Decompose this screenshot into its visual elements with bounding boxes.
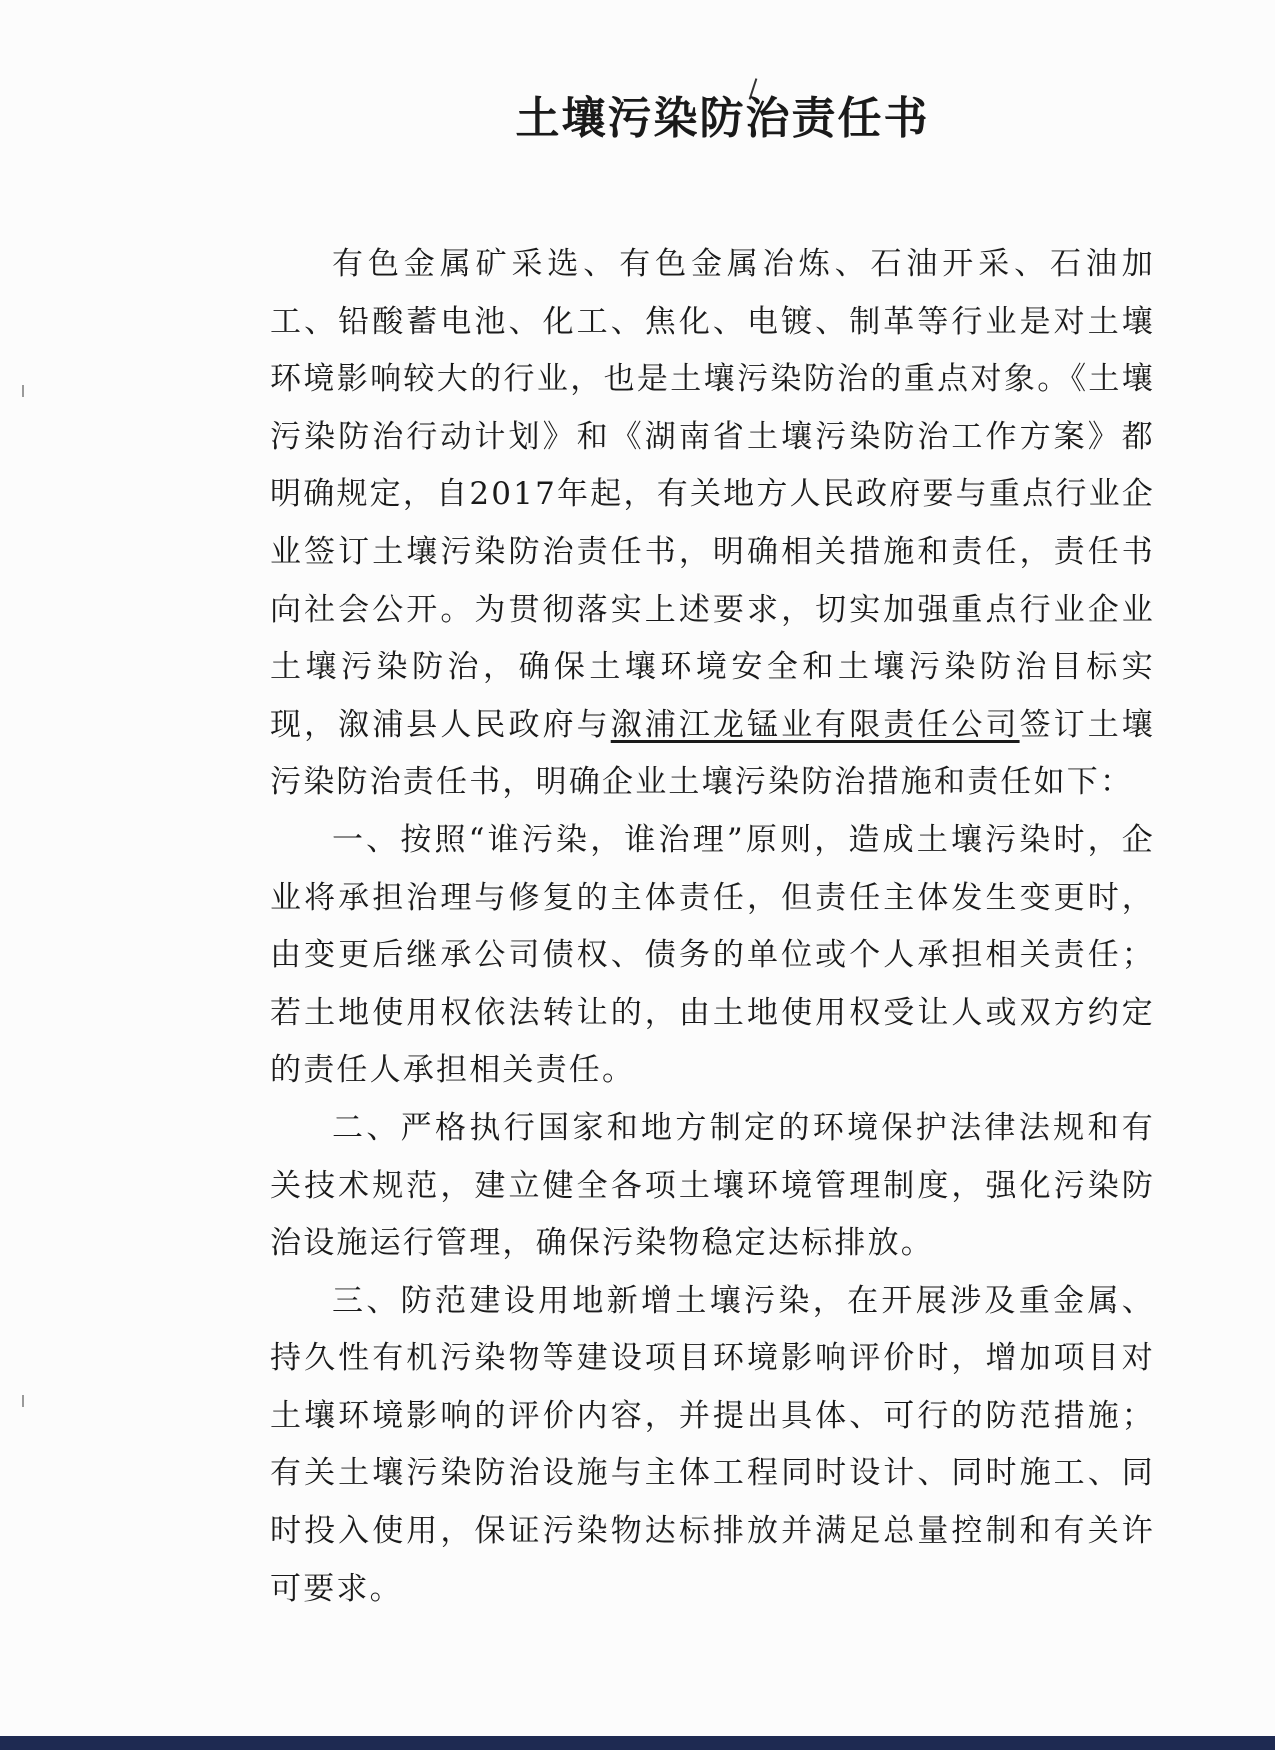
intro-paragraph <box>270 236 1155 812</box>
intro-text-end: 签订土壤污染防治责任书，明确企业土壤污染防治措施和责任如下： <box>270 706 1155 801</box>
clause-1: 一、按照“谁污染，谁治理”原则，造成土壤污染时，企业将承担治理与修复的主体责任，但责任主体发生变更时，由变更后继承公司债权、债务的单位或个人承担相关责任；若土地使用权依法转让的，由土地使用权受让人或双方约定的责任人承担相关责任。 <box>270 821 1155 1089</box>
scan-mark <box>22 385 24 397</box>
document-body <box>270 236 1155 1618</box>
clause-3: 三、防范建设用地新增土壤污染，在开展涉及重金属、持久性有机污染物等建设项目环境影响评价时，增加项目对土壤环境影响的评价内容，并提出具体、可行的防范措施；有关土壤污染防治设施与主体工程同时设计、同时施工、同时投入使用，保证污染物达标排放并满足总量控制和有关许可要求。 <box>270 1282 1155 1607</box>
scan-mark <box>22 1395 24 1407</box>
company-name: 溆浦江龙锰业有限责任公司 <box>610 706 1020 743</box>
document-title: 土壤污染防治责任书 <box>515 93 930 144</box>
scan-edge <box>0 1736 1275 1750</box>
clause-2: 二、严格执行国家和地方制定的环境保护法律法规和有关技术规范，建立健全各项土壤环境管理制度，强化污染防治设施运行管理，确保污染物稳定达标排放。 <box>270 1109 1155 1262</box>
intro-text: 有色金属矿采选、有色金属冶炼、石油开采、石油加工、铅酸蓄电池、化工、焦化、电镀、制革等行业是对土壤环境影响较大的行业，也是土壤污染防治的重点对象。《土壤污染防治行动计划》和《湖南省土壤污染防治工作方案》都明确规定，自2017年起，有关地方人民政府要与重点行业企业签订土壤污染防治责任书，明确相关措施和责任，责任书向社会公开。为贯彻落实上述要求，切实加强重点行业企业土壤污染防治，确保土壤环境安全和土壤污染防治目标实现，溆浦县人民政府与 <box>270 246 1155 743</box>
